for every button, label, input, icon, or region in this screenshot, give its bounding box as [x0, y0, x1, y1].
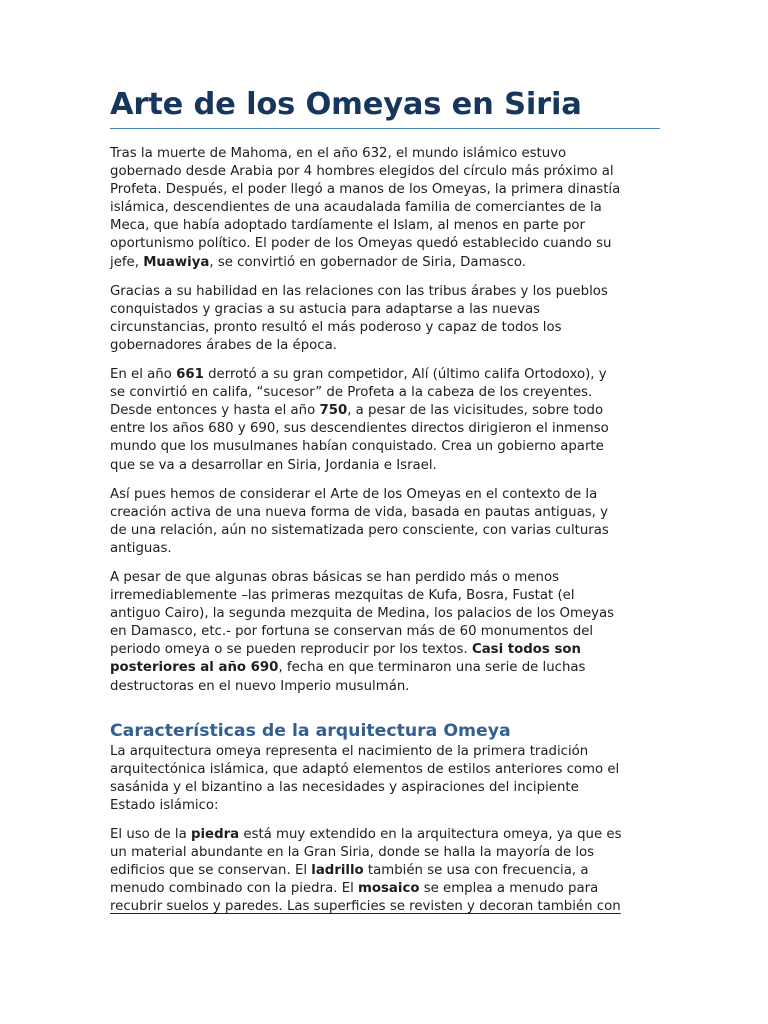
text-line: oportunismo político. El poder de los Omeyas quedó establecido cuando su — [110, 236, 612, 252]
text-line — [110, 254, 660, 272]
bold-term-mosaico: mosaico — [358, 881, 420, 897]
text-line: gobernadores árabes de la época. — [110, 337, 337, 353]
text-line: La arquitectura omeya representa el nacimiento de la primera tradición — [110, 743, 589, 759]
text-run: derrotó a su gran competidor, Alí (último califa Ortodoxo), y — [203, 367, 607, 383]
paragraph-habilidad — [110, 283, 660, 355]
text-line: en Damasco, etc.- por fortuna se conservan más de 60 monumentos del — [110, 624, 594, 640]
text-line: A pesar de que algunas obras básicas se han perdido más o menos — [110, 569, 560, 585]
text-line: creación activa de una nueva forma de vida, basada en pautas antiguas, y — [110, 504, 609, 520]
text-line: un material abundante en la Gran Siria, donde se halla la mayoría de los — [110, 845, 595, 861]
text-run: Desde entonces y hasta el año — [110, 403, 320, 419]
text-run: jefe, — [110, 254, 144, 270]
text-run: , se convirtió en gobernador de Siria, Damasco. — [209, 254, 527, 270]
text-line: irremediablemente –las primeras mezquitas de Kufa, Bosra, Fustat (el — [110, 588, 575, 604]
text-line: antiguo Cairo), la segunda mezquita de Medina, los palacios de los Omeyas — [110, 606, 615, 622]
text-run: se emplea a menudo para — [419, 881, 599, 897]
text-line: gobernado desde Arabia por 4 hombres elegidos del círculo más próximo al — [110, 164, 614, 180]
text-line: Gracias a su habilidad en las relaciones con las tribus árabes y los pueblos — [110, 283, 608, 299]
text-line: Meca, que había adoptado tardíamente el Islam, al menos en parte por — [110, 218, 585, 234]
text-run: , fecha en que terminaron una serie de luchas — [278, 660, 586, 676]
text-line: de una relación, aún no sistematizada pero consciente, con varias culturas — [110, 522, 609, 538]
text-line: Estado islámico: — [110, 797, 219, 813]
text-line — [110, 402, 660, 420]
text-line — [110, 641, 660, 659]
text-run: también se usa con frecuencia, a — [363, 863, 589, 879]
bold-term-piedra: piedra — [190, 827, 240, 842]
text-line: mundo que los musulmanes habían conquistado. Crea un gobierno aparte — [110, 439, 604, 455]
paragraph-arquitectura — [110, 743, 660, 815]
paragraph-materiales — [110, 826, 660, 916]
text-line-underlined: recubrir suelos y paredes. Las superficies se revisten y decoran también con — [110, 899, 621, 915]
bold-phrase-casi-todos: Casi todos son — [471, 642, 581, 658]
text-line: islámica, descendientes de una acaudalada familia de comerciantes de la — [110, 200, 602, 216]
page-title: Arte de los Omeyas en Siria — [110, 84, 660, 129]
bold-year-750: 750 — [319, 403, 348, 419]
text-line: arquitectónica islámica, que adaptó elementos de estilos anteriores como el — [110, 761, 620, 777]
text-line: sasánida y el bizantino a las necesidades y aspiraciones del incipiente — [110, 779, 579, 795]
text-line: que se va a desarrollar en Siria, Jordania e Israel. — [110, 457, 437, 473]
paragraph-obras — [110, 569, 660, 696]
paragraph-califato — [110, 366, 660, 475]
text-line — [110, 659, 660, 677]
text-run: está muy extendido en la arquitectura omeya, ya que es — [239, 827, 622, 842]
text-run: En el año — [110, 367, 177, 383]
paragraph-intro — [110, 145, 660, 272]
text-line — [110, 880, 660, 898]
paragraph-contexto — [110, 486, 660, 558]
bold-term-ladrillo: ladrillo — [311, 863, 364, 879]
section-heading: Características de la arquitectura Omeya — [110, 720, 511, 741]
text-run: periodo omeya o se pueden reproducir por los textos. — [110, 642, 472, 658]
text-line: circunstancias, pronto resultó el más poderoso y capaz de todos los — [110, 319, 562, 335]
text-line: antiguas. — [110, 540, 172, 556]
text-line — [110, 366, 660, 384]
text-line: entre los años 680 y 690, sus descendientes directos dirigieron el inmenso — [110, 421, 609, 437]
bold-year-661: 661 — [176, 367, 204, 383]
text-run: El uso de la — [110, 827, 191, 842]
text-line: Profeta. Después, el poder llegó a manos de los Omeyas, la primera dinastía — [110, 182, 621, 198]
text-line: destructoras en el nuevo Imperio musulmán. — [110, 678, 410, 694]
text-run: edificios que se conservan. El — [110, 863, 312, 879]
text-line — [110, 862, 660, 880]
text-line: conquistados y gracias a su astucia para adaptarse a las nuevas — [110, 301, 541, 317]
bold-term-muawiya: Muawiya — [143, 254, 210, 270]
text-run: menudo combinado con la piedra. El — [110, 881, 359, 897]
text-line: Así pues hemos de considerar el Arte de los Omeyas en el contexto de la — [110, 486, 598, 502]
text-line — [110, 826, 660, 844]
bold-phrase-posteriores: posteriores al año 690 — [110, 660, 279, 676]
document-page — [110, 84, 660, 916]
text-run: , a pesar de las vicisitudes, sobre todo — [347, 403, 604, 419]
text-line: se convirtió en califa, “sucesor” de Profeta a la cabeza de los creyentes. — [110, 385, 593, 401]
text-line: Tras la muerte de Mahoma, en el año 632, el mundo islámico estuvo — [110, 146, 567, 161]
